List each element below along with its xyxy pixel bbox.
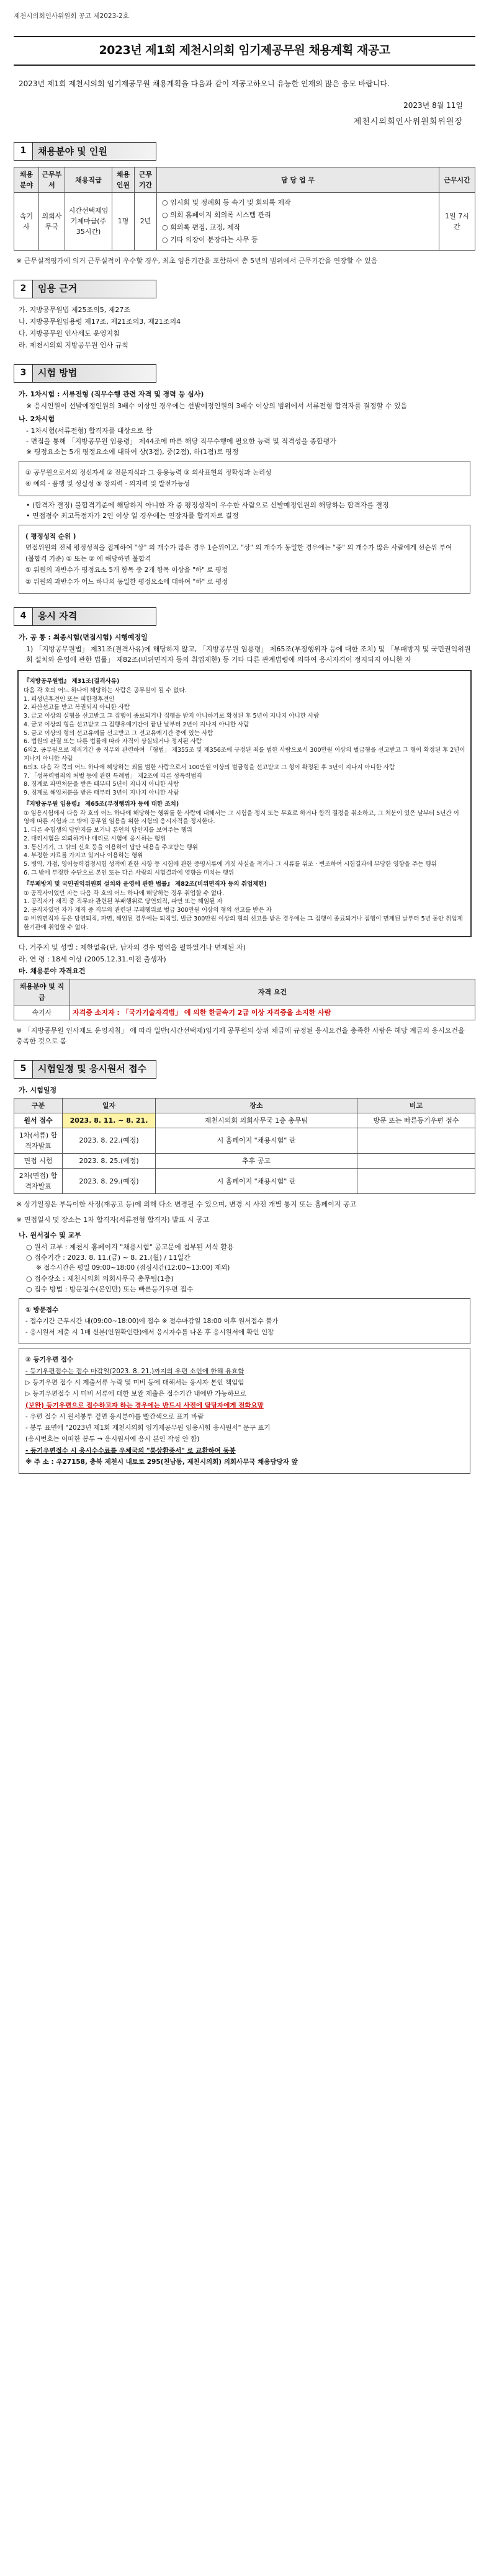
cell: 1차(서류) 합격자발표 [14, 1128, 63, 1153]
ranking-line: (불합격 기준) ① 또는 ② 에 해당하면 불합격 [25, 555, 151, 563]
table-header: 근무부서 [39, 167, 65, 193]
mail-address: ※ 주 소 : 우27158, 충북 제천시 내토로 295(천남동, 제천시의회) 의회사무국 채용담당자 앞 [25, 1458, 298, 1466]
mail-warning: (보완) 등기우편으로 접수하고자 하는 경우에는 반드시 사전에 담당자에게 전화요망 [25, 1401, 264, 1409]
basis-item: 가. 지방공무원법 제25조의5, 제27조 [19, 305, 130, 314]
section-label: 응시 자격 [33, 608, 156, 625]
cell [357, 1128, 475, 1153]
table-header: 담 당 업 무 [157, 167, 439, 193]
section-label: 채용분야 및 인원 [33, 143, 156, 160]
page-title: 2023년 제1회 제천시의회 임기제공무원 채용계획 재공고 [14, 36, 475, 65]
cell-requirement: 자격증 소지자 : 「국가기술자격법」 에 의한 한글속기 2급 이상 자격증을 소지한 사람 [70, 1005, 475, 1020]
cell-dept: 의회사무국 [39, 193, 65, 250]
schedule-note: ※ 면접일시 및 장소는 1차 합격자(서류전형 합격자) 발표 시 공고 [16, 1216, 210, 1224]
table-row [14, 1113, 475, 1128]
criteria-box [19, 461, 470, 496]
mail-line: - 등기우편접수 시 응시수수료를 우체국의 "통상환증서" 로 교환하여 동봉 [25, 1446, 236, 1455]
section-heading-2 [14, 280, 156, 298]
table-header: 채용인원 [112, 167, 135, 193]
ranking-line: 면접위원의 전체 평정성적을 집계하여 "상" 의 개수가 많은 경우 1순위이고, "상" 의 개수가 동일한 경우에는 "중" 의 개수가 많은 사람에게 선순위 부여 [25, 543, 452, 551]
visit-line: - 접수기간 근무시간 내(09:00~18:00)에 접수 ※ 점수마감일 18:00 이후 원서접수 불가 [25, 1317, 279, 1325]
table-row [14, 1153, 475, 1168]
table-row [14, 1168, 475, 1193]
mail-application-box [19, 1348, 470, 1474]
qual-common-body: 1) 「지방공무원법」 제31조(결격사유)에 해당하지 않고, 「지방공무원 임용령」 제65조(부정행위자 등에 대한 조치) 및 「부패방지 및 국민권익위원회 설치와 운영에 관한 법률」 제82조(비위면직자 등의 취업제한) 등 기타 다른 관계법령에 의하여 응시자격이 정지되지 아니한 자 [26, 645, 471, 664]
mail-title: ② 등기우편 접수 [25, 1356, 74, 1364]
section-label: 임용 근거 [33, 280, 156, 298]
section-number: 4 [14, 608, 33, 625]
table-header: 근무시간 [439, 167, 475, 193]
cell: 시 홈페이지 "채용시험" 란 [156, 1128, 357, 1153]
schedule-note: ※ 상기일정은 부득이한 사정(재공고 등)에 의해 다소 변경될 수 있으며, 변경 시 사전 개별 통지 또는 홈페이지 공고 [16, 1200, 357, 1209]
cell [357, 1153, 475, 1168]
ranking-box [19, 525, 470, 594]
issuing-organization: 제천시의회인사위원회위원장 [353, 117, 463, 127]
cell-grade: 시간선택제임기제마급(주35시간) [65, 193, 112, 250]
table-header-row [14, 1098, 475, 1113]
qual-common-title: 가. 공 통 : 최종시험(면접시험) 시행예정일 [19, 633, 148, 641]
ranking-line: ① 위원의 과반수가 평정요소 5개 항목 중 2개 항목 이상을 "하" 로 평정 [25, 566, 228, 574]
application-item: ○ 원서 교부 : 제천시 홈페이지 "채용시험" 공고문에 첨부된 서식 활용 [26, 1243, 234, 1252]
table-row [14, 1005, 475, 1020]
announcement-date: 2023년 8월 11일 [403, 100, 463, 110]
cell: 원서 접수 [14, 1113, 63, 1128]
application-item: ○ 접수기간 : 2023. 8. 11.(금) ~ 8. 21.(월) / 11일간 [26, 1254, 191, 1262]
mail-line: - 봉투 표면에 "2023년 제1회 제천시의회 임기제공무원 임용시험 응시원서" 문구 표기 [25, 1424, 271, 1432]
table-header: 구분 [14, 1098, 63, 1113]
law-excerpt-box [17, 670, 472, 937]
table-header-row [14, 979, 475, 1005]
section-number: 1 [14, 143, 33, 160]
cell: 2023. 8. 22.(예정) [63, 1128, 156, 1153]
cell-hours: 1일 7시간 [439, 193, 475, 250]
schedule-title: 가. 시험일정 [19, 1085, 57, 1094]
law-heading: 『지방공무원 임용령』 제65조(부정행위자 등에 대한 조치) [24, 800, 179, 808]
application-item: ○ 접수장소 : 제천시의회 의회사무국 총무팀(1층) [26, 1274, 174, 1283]
requirements-table [14, 979, 475, 1020]
section-number: 5 [14, 1061, 33, 1078]
qual-requirements-title: 마. 채용분야 자격요건 [19, 967, 86, 976]
section-label: 시험 방법 [33, 365, 156, 382]
requirements-note: ※ 「지방공무원 인사제도 운영지침」 에 따라 일반(시간선택제)임기제 공무원의 상위 채급에 규정된 응시요건을 충족한 사람은 해당 계급의 응시요건을 충족한 것으로 봄 [16, 1026, 465, 1045]
cell: 2023. 8. 11. ~ 8. 21. [63, 1113, 156, 1128]
exam-step2-item: - 면접을 통해 「지방공무원 임용령」 제44조에 따른 해당 직무수행에 필요한 능력 및 적격성을 종합평가 [26, 437, 336, 445]
duty-item: ○ 기타 의장이 분장하는 사무 등 [162, 235, 258, 244]
mail-line: ▷ 등기우편 접수 시 제출서류 누락 및 미비 등에 대해서는 응시자 본인 책임임 [25, 1379, 244, 1386]
cell: 방문 또는 빠른등기우편 접수 [357, 1113, 475, 1128]
table-header: 장소 [156, 1098, 357, 1113]
visit-application-box [19, 1298, 470, 1345]
mail-line: (응시번호는 어떠한 봉투 → 응시원서에 응시 본인 작성 안 함) [25, 1435, 200, 1443]
duty-item: ○ 임시회 및 정례회 등 속기 및 회의록 제작 [162, 198, 291, 207]
section-heading-3 [14, 364, 156, 383]
table-header: 채용직급 [65, 167, 112, 193]
table-header: 채용분야 및 직급 [14, 979, 70, 1005]
cell-field: 속기사 [14, 193, 39, 250]
exam-step2-title: 나. 2차시험 [19, 414, 55, 423]
law-text: ① 임용시험에서 다음 각 호의 어느 하나에 해당하는 행위를 한 사람에 대해서는 그 시험을 정지 또는 무효로 하거나 합격 결정을 취소하고, 그 처분이 있은 날부터 5년간 이 영에 따른 시험과 그 밖에 공무원 임용을 위한 시험의 응시자격을 정지한다. 1. 다른 수험생의 답안지를 보거나 본인의 답안지를 보여주는 행위 2. 대리시험을 의뢰하거나 대리로 시험에 응시하는 행위 3. 통신기기, 그 밖의 신호 등을 이용하여 답안 내용을 주고받는 행위 4. 부정한 자료를 가지고 있거나 이용하는 행위 5. 병역, 가점, 영어능력검정시험 성적에 관한 사항 등 시험에 관한 증명서류에 거짓 사실을 적거나 그 서류를 위조 · 변조하여 시험결과에 부당한 영향을 주는 행위 6. 그 밖에 부정한 수단으로 본인 또는 다른 사람의 시험결과에 영향을 미치는 행위 [24, 809, 459, 876]
table-header: 자격 요건 [70, 979, 475, 1005]
criteria-line: ④ 예의 · 품행 및 성실성 ⑤ 창의력 · 의지력 및 발전가능성 [25, 480, 191, 488]
section-heading-5 [14, 1060, 156, 1079]
cell: 제천시의회 의회사무국 1층 총무팀 [156, 1113, 357, 1128]
basis-item: 나. 지방공무원임용령 제17조, 제21조의3, 제21조의4 [19, 317, 181, 326]
law-text: 다음 각 호의 어느 하나에 해당하는 사람은 공무원이 될 수 없다. 1. 피성년후견인 또는 피한정후견인 2. 파산선고를 받고 복권되지 아니한 사람 3. 금고 이상의 실형을 선고받고 그 집행이 종료되거나 집행을 받지 아니하기로 확정된 후 5년이 지나지 아니한 사람 4. 금고 이상의 형을 선고받고 그 집행유예기간이 끝난 날부터 2년이 지나지 아니한 사람 5. 금고 이상의 형의 선고유예를 선고받고 그 선고유예기간 중에 있는 사람 6. 법원의 판결 또는 다른 법률에 따라 자격이 상실되거나 정지된 사람 6의2. 공무원으로 재직기간 중 직무와 관련하여 「형법」 제355조 및 제356조에 규정된 죄를 범한 사람으로서 300만원 이상의 벌금형을 선고받고 그 형이 확정된 후 2년이 지나지 아니한 사람 6의3. 다음 각 목의 어느 하나에 해당하는 죄를 범한 사람으로서 100만원 이상의 벌금형을 선고받고 그 형이 확정된 후 3년이 지나지 아니한 사람 7. 「성폭력범죄의 처벌 등에 관한 특례법」 제2조에 따른 성폭력범죄 8. 징계로 파면처분을 받은 때부터 5년이 지나지 아니한 사람 9. 징계로 해임처분을 받은 때부터 3년이 지나지 아니한 사람 [24, 687, 465, 797]
criteria-note: • 면접점수 최고득점자가 2인 이상 일 경우에는 연장자를 합격자로 결정 [26, 511, 239, 520]
application-title: 나. 원서접수 및 교부 [19, 1231, 81, 1240]
table-header-row [14, 167, 475, 193]
table-header: 일자 [63, 1098, 156, 1113]
basis-item: 라. 제천시의회 지방공무원 인사 규칙 [19, 341, 128, 349]
cell: 추후 공고 [156, 1153, 357, 1168]
criteria-line: ① 공무원으로서의 정신자세 ② 전문지식과 그 응용능력 ③ 의사표현의 정확성과 논리성 [25, 469, 272, 477]
recruitment-table [14, 167, 475, 250]
cell-field: 속기사 [14, 1005, 70, 1020]
table-header: 채용분야 [14, 167, 39, 193]
exam-step2-item: ※ 평정요소는 5개 평정요소에 대하여 상(3점), 중(2점), 하(1점)로 평정 [26, 447, 239, 456]
cell: 2023. 8. 29.(예정) [63, 1168, 156, 1193]
exam-step1-note: ※ 응시인원이 선발예정인원의 3배수 이상인 경우에는 선발예정인원의 3배수 이상의 범위에서 서류전형 합격자를 결정할 수 있음 [26, 401, 408, 410]
visit-title: ① 방문접수 [25, 1306, 59, 1314]
cell-period: 2년 [135, 193, 157, 250]
mail-line: ▷ 등기우편접수 시 미비 서류에 대한 보완 제출은 접수기간 내에만 가능하므로 [25, 1390, 246, 1398]
law-heading: 『지방공무원법』 제31조(결격사유) [24, 678, 120, 685]
extension-note: ※ 근무실적평가에 의거 근무실적이 우수할 경우, 최초 임용기간을 포함하여 총 5년의 범위에서 근무기간을 연장할 수 있음 [16, 256, 378, 265]
exam-step2-item: - 1차시험(서류전형) 합격자를 대상으로 함 [26, 426, 153, 435]
table-header: 비고 [357, 1098, 475, 1113]
section-number: 2 [14, 280, 33, 298]
table-row [14, 1128, 475, 1153]
table-header: 근무기간 [135, 167, 157, 193]
mail-line: - 등기우편접수는 접수 마감일(2023. 8. 21.)까지의 우편 소인에 한해 유효함 [25, 1367, 244, 1375]
application-item: ※ 접수시간은 평일 09:00~18:00 (점심시간(12:00~13:00) 제외) [36, 1264, 230, 1272]
criteria-note: • (합격자 결정) 불합격기준에 해당하지 아니한 자 중 평정성적이 우수한 사람으로 선발예정인원의 해당하는 합격자를 결정 [26, 501, 389, 509]
law-heading: 『부패방지 및 국민권익위원회 설치와 운영에 관한 법률』 제82조(비위면직자 등의 취업제한) [24, 880, 267, 888]
section-label: 시험일정 및 응시원서 접수 [33, 1061, 156, 1078]
cell-count: 1명 [112, 193, 135, 250]
table-row [14, 193, 475, 250]
section-heading-4 [14, 607, 156, 626]
application-item: ○ 접수 방법 : 방문접수(본인만) 또는 빠른등기우편 접수 [26, 1285, 194, 1293]
schedule-table [14, 1098, 475, 1194]
cell: 면접 시험 [14, 1153, 63, 1168]
exam-step1-title: 가. 1차시험 : 서류전형 (직무수행 관련 자격 및 경력 등 심사) [19, 390, 204, 398]
ranking-title: ( 평정성적 순위 ) [25, 532, 76, 540]
section-heading-1 [14, 142, 156, 161]
qual-residence: 다. 거주지 및 성별 : 제한없음(단, 남자의 경우 병역을 필하였거나 면제된 자) [19, 943, 246, 952]
qual-age: 라. 연 령 : 18세 이상 (2005.12.31.이전 출생자) [19, 955, 166, 964]
section-number: 3 [14, 365, 33, 382]
duty-item: ○ 의회 홈페이지 회의록 시스템 관리 [162, 211, 271, 220]
cell-duties [157, 193, 439, 250]
cell [357, 1168, 475, 1193]
cell: 2023. 8. 25.(예정) [63, 1153, 156, 1168]
intro-text: 2023년 제1회 제천시의회 임기제공무원 채용계획을 다음과 같이 재공고하오니 유능한 인재의 많은 응모 바랍니다. [19, 79, 390, 88]
basis-item: 다. 지방공무원 인사세도 운영지침 [19, 329, 120, 337]
cell: 시 홈페이지 "채용시험" 란 [156, 1168, 357, 1193]
mail-line: - 우편 접수 시 원서봉투 겉면 응시분야를 빨간색으로 표기 바람 [25, 1412, 204, 1420]
ranking-line: ② 위원의 과반수가 어느 하나의 동일한 평정요소에 대하여 "하" 로 평정 [25, 577, 228, 586]
law-text: ① 공직자이었던 자는 다음 각 호의 어느 하나에 해당하는 경우 취업할 수 없다. 1. 공직자가 재직 중 직무와 관련된 부패행위로 당연퇴직, 파면 또는 해임된 자 2. 공직자였던 자가 재직 중 직무와 관련된 부패행위로 벌금 300만원 이상의 형의 선고를 받은 자 ② 비위면직자 등은 당연퇴직, 파면, 해임된 경우에는 퇴직일, 벌금 300만원 이상의 형의 선고를 받은 경우에는 그 집행이 종료되거나 집행이 면제된 날부터 5년 동안 취업제한기관에 취업할 수 없다. [24, 889, 463, 931]
visit-line: - 응시원서 제출 시 1매 신분(인원확인란)에서 응시자수를 나온 후 응시원서에 확인 인장 [25, 1329, 274, 1337]
cell: 2차(면접) 합격자발표 [14, 1168, 63, 1193]
duty-item: ○ 회의록 편집, 교정, 제작 [162, 223, 241, 231]
announcement-number: 제천시의회인사위원회 공고 제2023-2호 [14, 12, 129, 20]
